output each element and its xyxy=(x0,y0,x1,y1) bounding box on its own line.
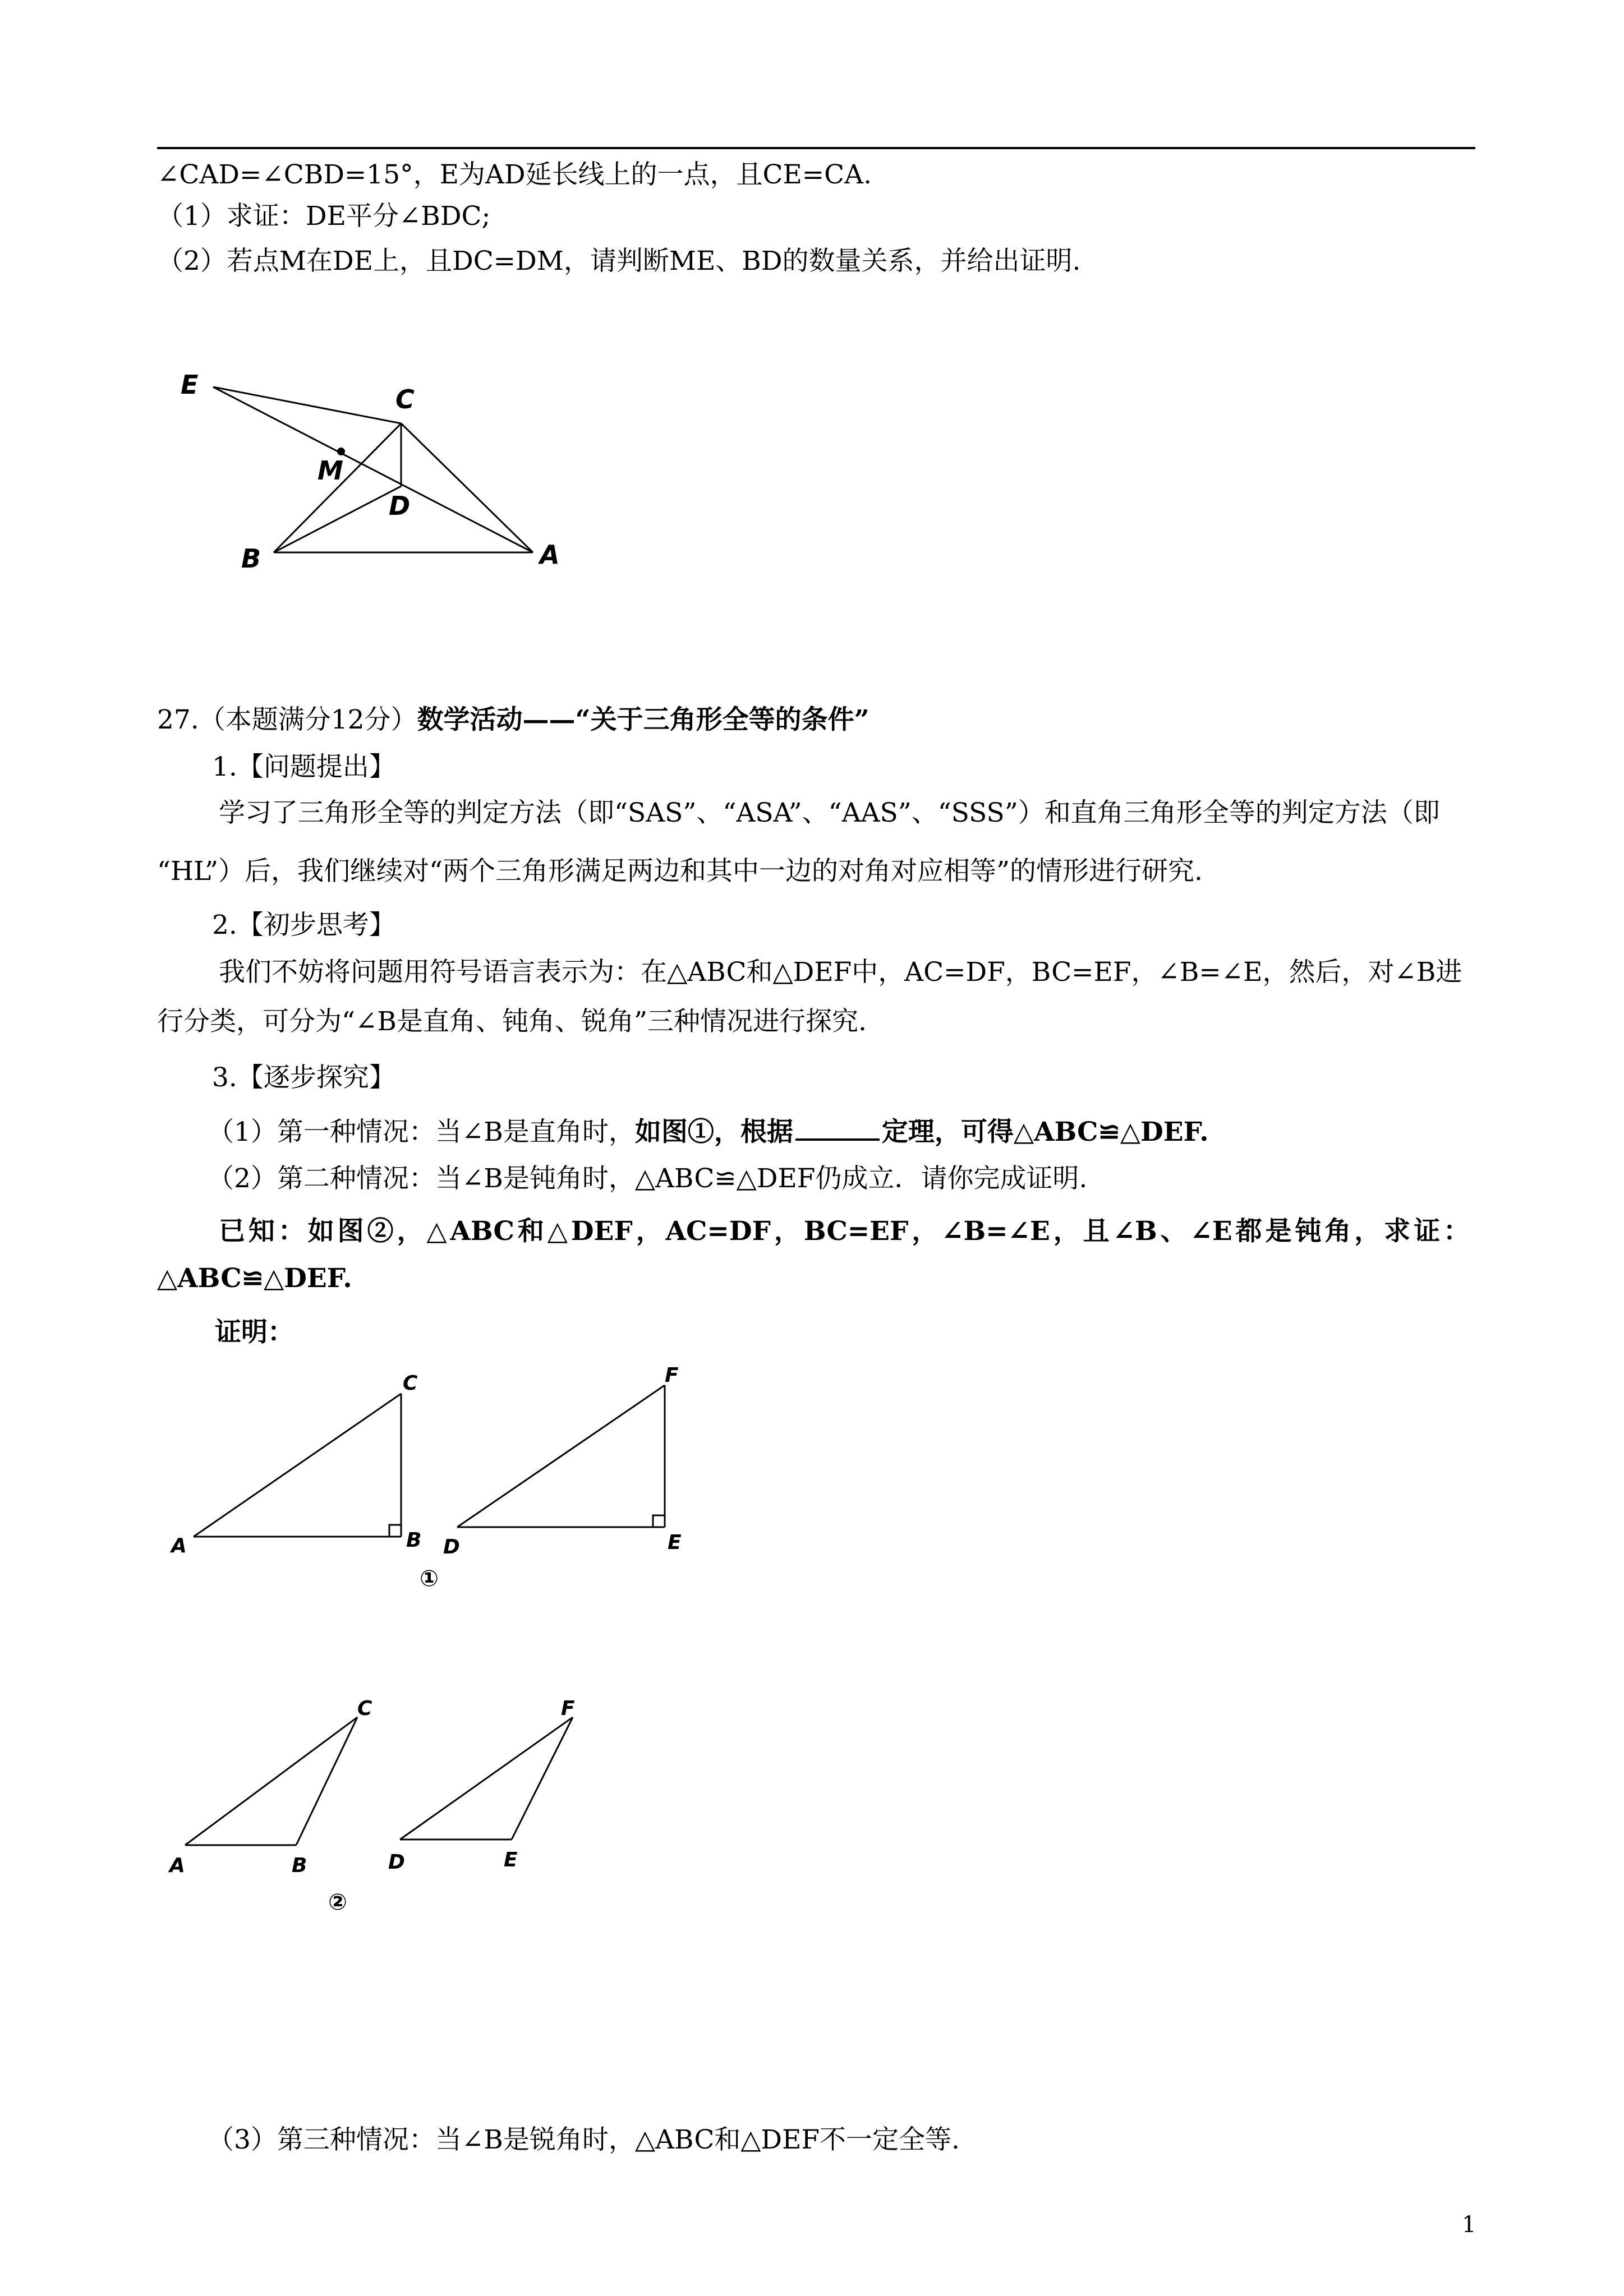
theorem-answer-blank[interactable] xyxy=(795,1114,880,1141)
label-b: B xyxy=(241,543,261,574)
case-2-text: （2）第二种情况：当∠B是钝角时，△ABC≌△DEF仍成立．请你完成证明. xyxy=(208,1163,1088,1194)
section-1-text-line-1: 学习了三角形全等的判定方法（即“SAS”、“ASA”、“AAS”、“SSS”）和直角三角形全等的判定方法（即 xyxy=(219,797,1440,828)
section-2-heading: 2.【初步思考】 xyxy=(212,910,395,940)
fig2-caption: ② xyxy=(328,1889,347,1915)
label-c: C xyxy=(395,384,415,414)
given-line-2: △ABC≌△DEF. xyxy=(157,1263,352,1294)
fig2-label-f: F xyxy=(561,1697,575,1720)
problem27-number: 27. xyxy=(157,704,199,735)
label-e: E xyxy=(181,370,199,400)
case-3-text: （3）第三种情况：当∠B是锐角时，△ABC和△DEF不一定全等. xyxy=(208,2124,960,2155)
fig2-label-e: E xyxy=(504,1848,518,1871)
fig2-label-c: C xyxy=(357,1697,372,1720)
proof-label: 证明： xyxy=(215,1317,294,1348)
fig1-label-b: B xyxy=(406,1529,422,1552)
fig1-label-d: D xyxy=(443,1536,460,1559)
fig1-caption: ① xyxy=(420,1566,439,1592)
fig1-label-f: F xyxy=(665,1364,679,1387)
page-number: 1 xyxy=(1462,2212,1476,2238)
fig2-label-b: B xyxy=(292,1854,307,1877)
problem26-question-2: （2）若点M在DE上，且DC=DM，请判断ME、BD的数量关系，并给出证明. xyxy=(157,246,1081,276)
case-1-prefix: （1）第一种情况：当∠B是直角时， xyxy=(208,1117,635,1147)
problem27-title: 数学活动——“关于三角形全等的条件” xyxy=(417,704,869,735)
section-1-heading: 1.【问题提出】 xyxy=(212,751,395,782)
label-m: M xyxy=(318,455,343,486)
fig1-label-e: E xyxy=(668,1531,682,1554)
section-1-text-line-2: “HL”）后，我们继续对“两个三角形满足两边和其中一边的对角对应相等”的情形进行研究. xyxy=(157,856,1203,887)
fig2-label-d: D xyxy=(388,1851,405,1874)
given-line-1: 已知：如图②，△ABC和△DEF，AC=DF，BC=EF，∠B=∠E，且∠B、∠E都是钝角，求证： xyxy=(219,1216,1470,1247)
fig1-label-c: C xyxy=(403,1372,418,1395)
section-2-text-line-2: 行分类，可分为“∠B是直角、钝角、锐角”三种情况进行探究. xyxy=(157,1006,867,1037)
section-2-text-line-1: 我们不妨将问题用符号语言表示为：在△ABC和△DEF中，AC=DF，BC=EF，∠B=∠E，然后，对∠B进 xyxy=(219,957,1462,988)
fig1-label-a: A xyxy=(171,1534,187,1557)
problem26-question-1: （1）求证：DE平分∠BDC; xyxy=(157,201,491,232)
section-3-heading: 3.【逐步探究】 xyxy=(212,1062,395,1093)
figure-2 xyxy=(0,0,617,1935)
problem27-score: （本题满分12分） xyxy=(199,704,417,735)
fig2-label-a: A xyxy=(169,1854,185,1877)
case-1-bold-b: 定理，可得△ABC≌△DEF. xyxy=(881,1117,1209,1147)
problem26-condition: ∠CAD=∠CBD=15°，E为AD延长线上的一点，且CE=CA. xyxy=(157,159,872,190)
label-d: D xyxy=(389,491,411,521)
label-a: A xyxy=(540,540,560,570)
case-1-bold-a: 如图①，根据 xyxy=(634,1117,793,1147)
